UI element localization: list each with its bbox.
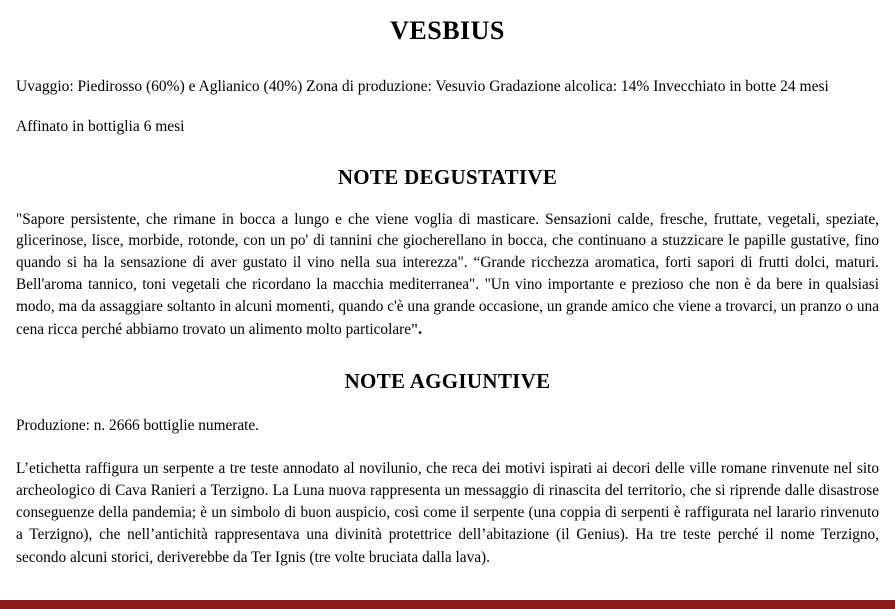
bottom-accent-bar xyxy=(0,600,895,609)
tasting-notes-text: "Sapore persistente, che rimane in bocca a lungo e che viene voglia di masticare. Sensazioni calde, fresche, fruttate, vegetali, speziate, glicerinose, lisce, morbide, rotonde, con un po' di tannini che giocherellano in bocca, che continuano a stuzzicare le papille gustative, fino quando si ha la sensazione di aver gustato il vino nella sua interezza". “Grande ricchezza aromatica, forti sapori di frutti dolci, maturi. Bell'aroma tannico, toni vegetali che ricordano la macchia mediterranea". "Un vino importante e prezioso che non è da bere in qualsiasi modo, ma da assaggiare soltanto in alcuni momenti, quando c'è una grande occasione, un grande amico che viene a trovarci, un pranzo o una cena ricca perché abbiamo trovato un alimento molto particolare xyxy=(16,210,879,339)
final-period-glyph: . xyxy=(417,319,423,339)
production-quantity-line: Produzione: n. 2666 bottiglie numerate. xyxy=(16,417,260,435)
label-description-paragraph: L’etichetta raffigura un serpente a tre teste annodato al novilunio, che reca dei motivi ispirati ai decori delle ville romane rinvenute nel sito archeologico di Cava Ranieri a Terzigno. La Luna nuova rappresenta un messaggio di rinascita del territorio, che si riprende dalle disastrose conseguenze della pandemia; è un simbolo di buon auspicio, così come il serpente (una coppia di serpenti è raffigurata nel larario rinvenuto a Terzigno), che nell’antichità rappresentava una divinità protettrice dell’abitazione (il Genius). Ha tre teste perché il nome Terzigno, secondo alcuni storici, deriverebbe da Ter Ignis (tre volte bruciata dalla lava). xyxy=(16,459,879,566)
section-heading-additional-notes: NOTE AGGIUNTIVE xyxy=(344,369,551,394)
wine-specs-line: Uvaggio: Piedirosso (60%) e Aglianico (40%) Zona di produzione: Vesuvio Gradazione alcolica: 14% Invecchiato in botte 24 mesi xyxy=(16,78,829,95)
bottle-aging-line: Affinato in bottiglia 6 mesi xyxy=(16,118,185,136)
section-heading-tasting-notes: NOTE DEGUSTATIVE xyxy=(337,164,558,189)
document-page xyxy=(0,10,895,609)
closing-quote-glyph: " xyxy=(411,320,418,340)
page-title: VESBIUS xyxy=(390,16,505,45)
tasting-notes-body xyxy=(16,209,879,343)
